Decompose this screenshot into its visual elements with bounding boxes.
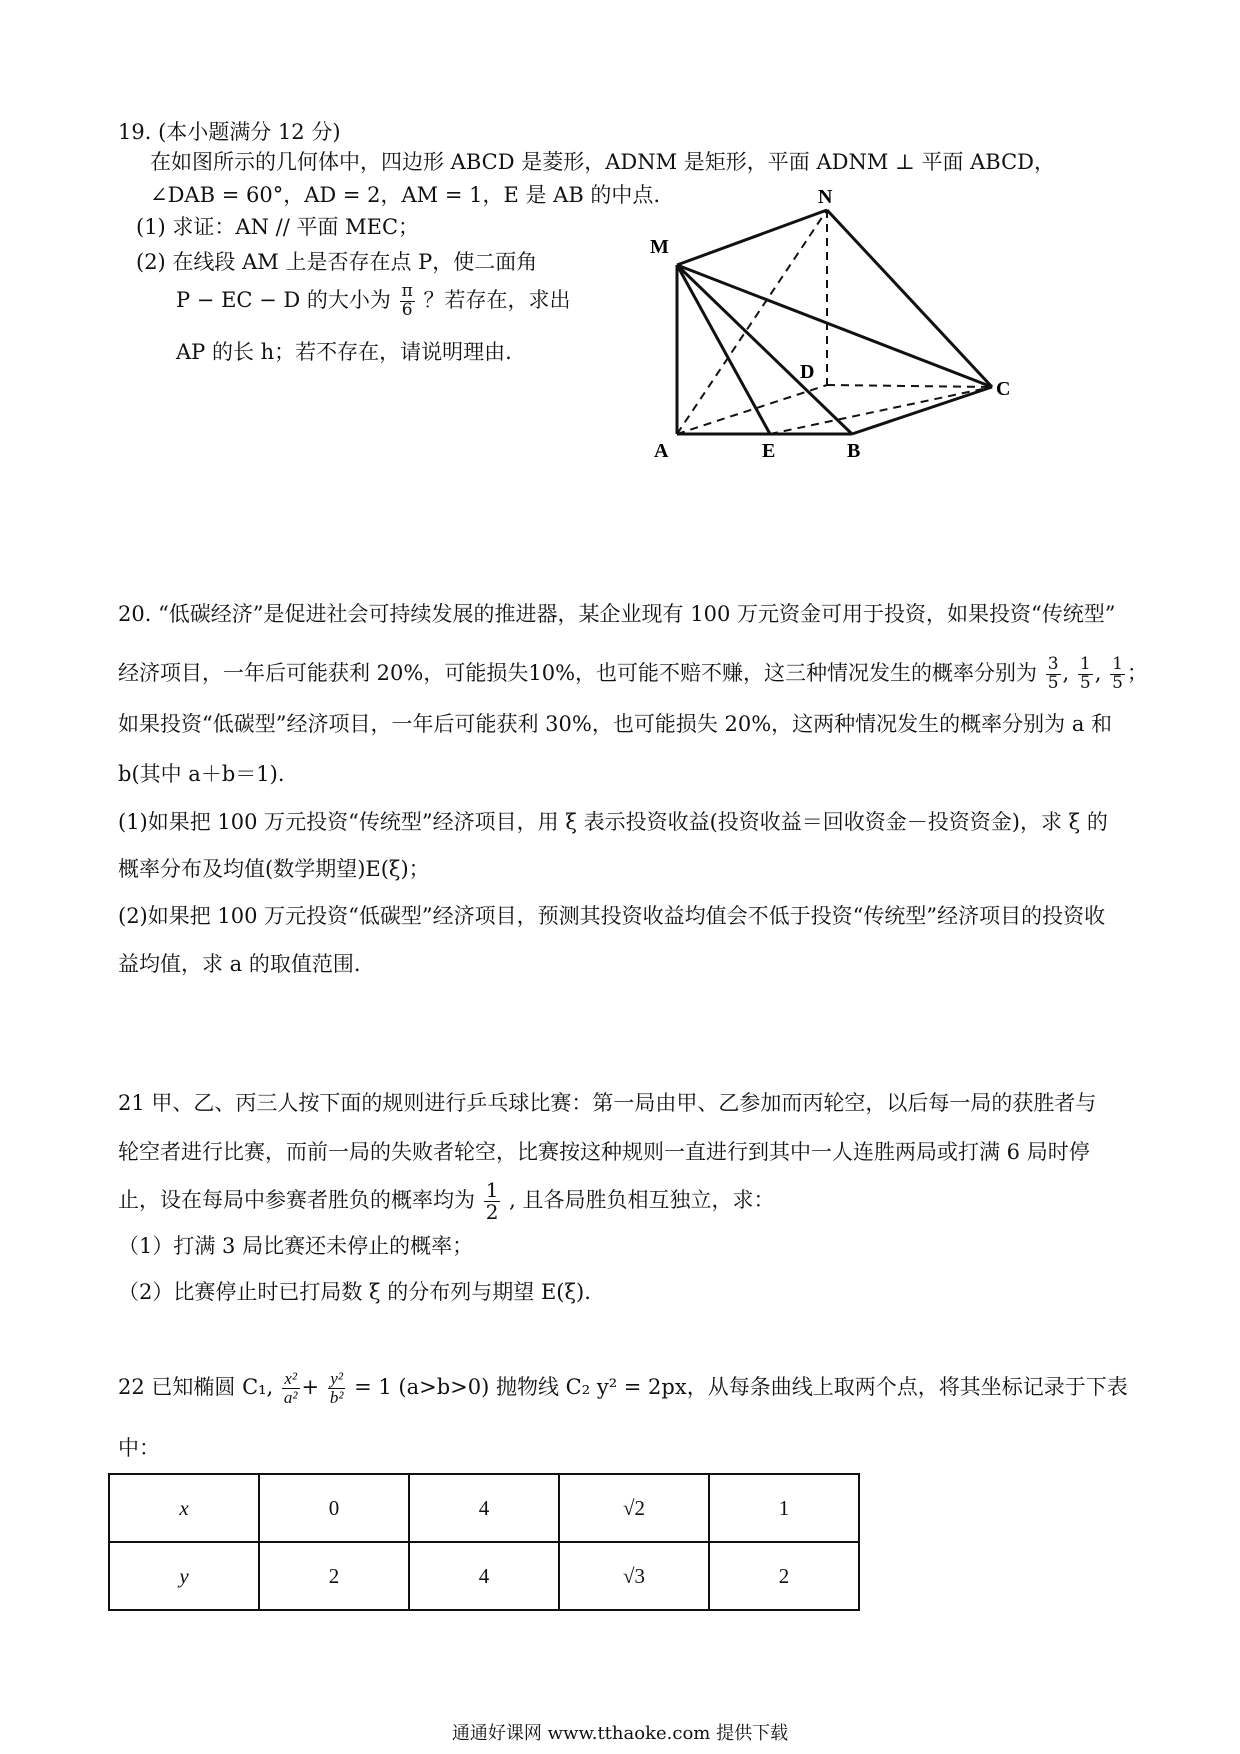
table-cell: x [109,1474,259,1542]
fraction-1-5-a [1078,656,1093,693]
table-row [109,1542,859,1610]
q19-part2b [176,283,571,320]
coordinate-table [108,1473,860,1611]
q22-line1: 22 已知椭圆 C₁, $\frac{\text{x²}}{\text{a²}}$ + $\frac{\text{y²}}{\text{b²}}$ = 1 (a>b>0) 抛物线 C₂ y² = 2px，从每条曲线上取两个点，将其坐标记录于下表 [118,1369,1128,1407]
table-cell: 1 [709,1474,859,1542]
fraction-1-2 [484,1180,501,1223]
q19-part2b-post: ？若存在，求出 [423,287,571,312]
table-cell: √2 [559,1474,709,1542]
fraction-denominator: 5 [1079,672,1091,693]
q19-header: 19. (本小题满分 12 分) [118,120,341,144]
q20-line5: (1)如果把 100 万元投资“传统型”经济项目，用 ξ 表示投资收益(投资收益＝回收资金－投资资金)，求 ξ 的 [118,810,1108,834]
fraction-numerator: y² [328,1370,346,1389]
edge-EC [770,387,992,434]
table-cell: 4 [409,1474,559,1542]
solid-edges [677,210,992,434]
edge-DC [827,385,992,387]
label-D: D [800,361,815,383]
fraction-numerator: 1 [1112,654,1123,674]
fraction-numerator: x² [282,1370,300,1389]
label-B: B [847,440,861,462]
q21-line1: 21 甲、乙、丙三人按下面的规则进行乒乓球比赛：第一局由甲、乙参加而丙轮空，以后每一局的获胜者与 [118,1091,1097,1115]
table-cell: 2 [709,1542,859,1610]
fraction-numerator: π [401,281,413,301]
edge-NC [827,210,992,387]
q20-line8: 益均值，求 a 的取值范围. [118,952,361,976]
edge-ME [677,265,770,434]
label-M: M [650,236,669,258]
table-cell: 2 [259,1542,409,1610]
q19-line1: 在如图所示的几何体中，四边形 ABCD 是菱形，ADNM 是矩形，平面 ADNM ⊥ 平面 ABCD， [150,150,1056,174]
q20-line3: 如果投资“低碳型”经济项目，一年后可能获利 30%，也可能损失 20%，这两种情况发生的概率分别为 a 和 [118,712,1113,736]
q22-line2: 中： [118,1436,160,1460]
table-cell: 0 [259,1474,409,1542]
table-row [109,1474,859,1542]
edge-MB [677,265,852,434]
q19-part2b-pre: P − EC − D 的大小为 [176,287,391,312]
edge-BC [852,387,992,434]
fraction-1-5-b [1110,656,1125,693]
label-E: E [762,440,776,462]
q19-part1: (1) 求证：AN // 平面 MEC； [136,215,420,239]
fraction-x2-a2 [282,1370,300,1407]
q20-line2: 经济项目，一年后可能获利 20%，可能损失10%，也可能不赔不赚，这三种情况发生的概率分别为 $\frac{3}{5}$ , $\frac{1}{5}$ , $\frac{1}{5}$ ； [118,654,1148,693]
geometry-figure [640,185,1020,470]
q20-line7: (2)如果把 100 万元投资“低碳型”经济项目，预测其投资收益均值会不低于投资“传统型”经济项目的投资收 [118,904,1106,928]
page-footer: 通通好课网 www.tthaoke.com 提供下载 [451,1723,789,1744]
pi-over-6-fraction [400,283,415,320]
q22-pre: 22 已知椭圆 C₁, [118,1374,274,1399]
q20-line6: 概率分布及均值(数学期望)E(ξ)； [118,857,430,881]
q21-line3 [118,1180,774,1223]
fraction-denominator: 2 [485,1200,499,1224]
hidden-edges [677,210,992,434]
table-cell: 4 [409,1542,559,1610]
fraction-denominator: 5 [1112,672,1123,693]
q20-line2-text: 经济项目，一年后可能获利 20%，可能损失10%，也可能不赔不赚，这三种情况发生的概率分别为 [118,660,1038,685]
q21-part2: （2）比赛停止时已打局数 ξ 的分布列与期望 E(ξ). [118,1280,591,1304]
fraction-numerator: 1 [485,1178,499,1202]
fraction-denominator: 6 [401,299,413,320]
table-cell: y [109,1542,259,1610]
q20-line1: 20. “低碳经济”是促进社会可持续发展的推进器，某企业现有 100 万元资金可用于投资，如果投资“传统型” [118,602,1116,626]
q19-part2a: (2) 在线段 AM 上是否存在点 P，使二面角 [136,250,538,274]
fraction-numerator: 1 [1079,654,1091,674]
edge-MN [677,210,827,265]
fraction-3-5 [1046,656,1061,693]
fraction-y2-b2 [328,1370,346,1407]
edge-MC [677,265,992,387]
fraction-denominator: b² [329,1387,344,1407]
fraction-denominator: 5 [1047,672,1059,693]
q19-line2: ∠DAB = 60°，AD = 2，AM = 1，E 是 AB 的中点. [150,183,661,207]
q21-line3-post: , 且各局胜负相互独立，求： [509,1188,775,1212]
fraction-denominator: a² [283,1387,298,1407]
label-A: A [654,440,669,462]
q21-line3-pre: 止，设在每局中参赛者胜负的概率均为 [118,1188,475,1212]
label-N: N [818,186,833,208]
q22-eq-rest: = 1 (a>b>0) 抛物线 C₂ y² = 2px，从每条曲线上取两个点，将其坐标记录于下表 [354,1374,1128,1399]
fraction-numerator: 3 [1047,654,1059,674]
q21-line2: 轮空者进行比赛，而前一局的失败者轮空，比赛按这种规则一直进行到其中一人连胜两局或打满 6 局时停 [118,1140,1090,1164]
table-cell: √3 [559,1542,709,1610]
q21-part1: （1）打满 3 局比赛还未停止的概率； [118,1234,474,1258]
q20-line4: b(其中 a＋b＝1). [118,762,285,786]
q19-part2c: AP 的长 h；若不存在，请说明理由. [176,340,512,364]
label-C: C [996,378,1011,400]
